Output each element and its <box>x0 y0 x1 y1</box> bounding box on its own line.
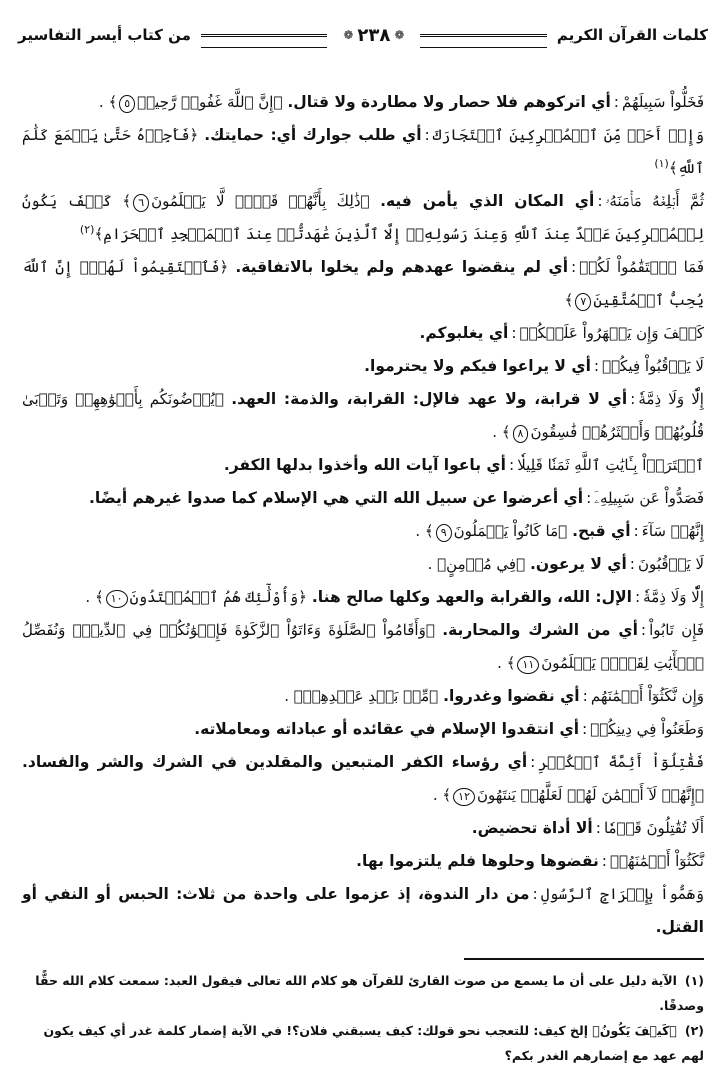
separator: : <box>634 588 641 606</box>
separator: : <box>511 324 517 342</box>
explanation: أي المكان الذي يأمن فيه. <box>380 192 595 210</box>
ornament-icon: ❁ <box>343 28 354 42</box>
glossary-entry <box>22 86 704 119</box>
explanation: أي اتركوهم فلا حصار ولا مطاردة ولا قتال. <box>287 93 611 111</box>
verse-close: ﴾ <box>668 159 678 177</box>
verse-quote: ﴿إِنَّهُمۡ لَآ أَيۡمَٰنَ لَهُمۡ لَعَلَّهُمۡ يَنتَهُونَ <box>477 786 704 804</box>
glossary-entry <box>22 350 704 383</box>
footnote-number: (١) <box>684 973 704 988</box>
separator: : <box>532 885 538 903</box>
quran-word: فَمَا ٱسۡتَقَٰمُواْ لَكُمۡ <box>579 258 705 276</box>
footnote-number: (٢) <box>684 1023 704 1038</box>
verse-quote: ﴿فَٱسۡتَقِيمُواْ لَهُمۡۚ إِنَّ ٱللَّهَ يُحِبُّ ٱلۡمُتَّقِينَ <box>22 258 704 309</box>
separator: : <box>601 852 608 870</box>
ayah-number: ١٠ <box>106 590 128 608</box>
explanation: من دار الندوة، إذ عزموا على واحدة من ثلاث: الحبس أو النفي أو القتل. <box>22 885 704 936</box>
glossary-entry <box>22 482 704 515</box>
separator: : <box>633 522 639 540</box>
explanation: أي لا يرعون. <box>530 555 627 573</box>
separator: : <box>586 489 592 507</box>
verse-close: ﴾ . <box>85 588 104 606</box>
glossary-entry <box>22 680 704 713</box>
separator: : <box>582 720 588 738</box>
page-number: ٢٣٨ <box>357 24 391 46</box>
separator: : <box>597 192 603 210</box>
footnote-ref: (٢) <box>79 222 95 236</box>
explanation: أي لم ينقضوا عهدهم ولم يخلوا بالاتفاقية. <box>235 258 569 276</box>
glossary-entry <box>22 185 704 251</box>
verse-close: ﴾ . <box>497 654 516 672</box>
quran-word: إِنَّهُمۡ سَآءَ <box>641 522 704 540</box>
ayah-number: ٦ <box>133 194 149 212</box>
header-rule-right <box>420 34 546 48</box>
ornament-icon: ❁ <box>394 28 405 42</box>
ayah-number: ٨ <box>513 425 529 443</box>
ayah-number: ٩ <box>436 524 452 542</box>
verse-quote: ﴿فِي مُؤۡمِنٍ﴾ . <box>427 555 526 573</box>
quran-word: إِلّٗا وَلَا ذِمَّةٗ <box>638 390 704 408</box>
footnote-ref: (١) <box>654 156 669 170</box>
explanation: الإل: الله، والقرابة والعهد وكلها صالح هنا. <box>311 588 632 606</box>
quran-word: ٱشۡتَرَوۡاْ بِـَٔايَٰتِ ٱللَّهِ ثَمَنٗا قَلِيلٗا <box>517 456 704 474</box>
separator: : <box>629 555 636 573</box>
glossary-entry <box>22 581 704 614</box>
quran-word: وَإِنۡ أَحَدٞ مِّنَ ٱلۡمُشۡرِكِينَ ٱسۡتَجَارَكَ <box>432 126 704 144</box>
footnote-text: الآية دليل على أن ما يسمع من صوت القارئ للقرآن هو كلام الله تعالى فيقول العبد: سمعت كلام الله حقًّا وصدقًا. <box>35 973 704 1013</box>
explanation: أي قبح. <box>572 522 631 540</box>
quran-word: ثُمَّ أَبۡلِغۡهُ مَأۡمَنَهُۥ <box>605 192 704 210</box>
verse-quote: ﴿يُرۡضُونَكُم بِأَفۡوَٰهِهِمۡ وَتَأۡبَىٰ قُلُوبُهُمۡ وَأَكۡثَرُهُمۡ فَٰسِقُونَ <box>22 390 704 441</box>
verse-quote: ﴿إِنَّ ٱللَّهَ غَفُورٞ رَّحِيمٞ <box>137 93 283 111</box>
quran-word: لَا يَرۡقُبُونَ <box>638 555 704 573</box>
explanation: أي طلب جوارك أي: حمايتك. <box>204 126 422 144</box>
verse-quote: ﴿ذَٰلِكَ بِأَنَّهُمۡ قَوۡمٞ لَّا يَعۡلَمُونَ <box>151 192 370 210</box>
quran-word: إِلّٗا وَلَا ذِمَّةٗ <box>643 588 704 606</box>
quran-word: نَّكَثُوٓاْ أَيۡمَٰنَهُمۡ <box>610 852 704 870</box>
explanation: أي باعوا آيات الله وأخذوا بدلها الكفر. <box>223 456 506 474</box>
glossary-entry <box>22 383 704 449</box>
separator: : <box>530 753 536 771</box>
verse-close: ﴾ . <box>98 93 118 111</box>
separator: : <box>613 93 619 111</box>
verse-close: ﴾ <box>564 291 574 309</box>
quran-word: فَصَدُّواْ عَن سَبِيلِهِۦٓ <box>594 489 704 507</box>
verse-close: ﴾ . <box>432 786 452 804</box>
verse-quote: ﴿وَأُوْلَٰٓئِكَ هُمُ ٱلۡمُعۡتَدُونَ <box>129 588 307 606</box>
quran-word: وَإِن نَّكَثُوٓاْ أَيۡمَٰنَهُم <box>590 687 704 705</box>
verse-close: ﴾ . <box>492 423 511 441</box>
glossary-entry <box>22 812 704 845</box>
footnote-text: ﴿كَيۡفَ يَكُونُ﴾ إلخ كيف: للتعجب نحو قولك: كيف يسبقني فلان؟! في الآية إضمار كلمة غدر أي كيف يكون لهم عهد مع إضمارهم الغدر بكم؟ <box>43 1023 704 1063</box>
verse-quote: ﴿مَا كَانُواْ يَعۡمَلُونَ <box>453 522 568 540</box>
glossary-entry <box>22 614 704 680</box>
quran-word: فَإِن تَابُواْ <box>649 621 704 639</box>
explanation: أي يغلبوكم. <box>419 324 509 342</box>
quran-word: أَلَا تُقَٰتِلُونَ قَوۡمٗا <box>603 819 704 837</box>
separator: : <box>630 390 636 408</box>
glossary-entry <box>22 449 704 482</box>
explanation: أي من الشرك والمحاربة. <box>442 621 638 639</box>
quran-word: وَطَعَنُواْ فِي دِينِكُمۡ <box>590 720 704 738</box>
glossary-entry <box>22 845 704 878</box>
separator: : <box>593 357 600 375</box>
footnote <box>22 968 704 1018</box>
glossary-entry <box>22 515 704 548</box>
separator: : <box>571 258 577 276</box>
explanation: أي أعرضوا عن سبيل الله التي هي الإسلام كما صدوا غيرهم أيضًا. <box>89 489 584 507</box>
ayah-number: ١٢ <box>453 788 475 806</box>
separator: : <box>640 621 647 639</box>
footnotes <box>22 968 704 1068</box>
quran-word: كَيۡفَ وَإِن يَظۡهَرُواْ عَلَيۡكُمۡ <box>519 324 704 342</box>
footnote-divider <box>464 958 704 960</box>
verse-quote: ﴿فَأَجِرۡهُ حَتَّىٰ يَسۡمَعَ كَلَٰمَ ٱللَّهِ <box>22 126 704 177</box>
explanation: أي نقضوا وغدروا. <box>443 687 580 705</box>
glossary-entry <box>22 713 704 746</box>
book-title: كلمات القرآن الكريم <box>556 26 708 44</box>
explanation: أي لا قرابة، ولا عهد فالإل: القرابة، والذمة: العهد. <box>231 390 628 408</box>
ayah-number: ١١ <box>517 656 539 674</box>
source-title: من كتاب أيسر التفاسير <box>18 26 191 44</box>
quran-word: لَا يَرۡقُبُواْ فِيكُمۡ <box>602 357 704 375</box>
glossary-body <box>22 86 704 944</box>
explanation: ألا أداة تحضيض. <box>471 819 593 837</box>
quran-word: وَهَمُّواْ بِإِخۡرَاجِ ٱلرَّسُولِ <box>540 885 704 903</box>
ayah-number: ٧ <box>575 293 591 311</box>
header-rule-left <box>201 34 327 48</box>
verse-close: ﴾ . <box>415 522 434 540</box>
ayah-number: ٥ <box>119 95 135 113</box>
verse-quote: كَيۡفَ يَكُونُ لِلۡمُشۡرِكِينَ عَهۡدٌ عِندَ ٱللَّهِ وَعِندَ رَسُولِهِۦٓ إِلَّا ٱلَّذِينَ عَٰهَدتُّمۡ عِندَ ٱلۡمَسۡجِدِ ٱلۡحَرَامِ﴾ <box>22 192 704 243</box>
explanation: نقضوها وحلوها فلم يلتزموا بها. <box>356 852 599 870</box>
explanation: أي انتقدوا الإسلام في عقائده أو عباداته ومعاملاته. <box>194 720 580 738</box>
verse-quote: ﴿مِّنۢ بَعۡدِ عَهۡدِهِمۡ﴾ . <box>284 687 439 705</box>
verse-close: ﴾ <box>122 192 132 210</box>
explanation: أي رؤساء الكفر المتبعين والمقلدين في الشرك والشر والفساد. <box>22 753 528 771</box>
page-number-group <box>337 25 410 46</box>
separator: : <box>582 687 588 705</box>
glossary-entry <box>22 119 704 185</box>
explanation: أي لا يراعوا فيكم ولا يحترموا. <box>364 357 591 375</box>
quran-word: فَخَلُّواْ سَبِيلَهُمْ <box>622 93 704 111</box>
glossary-entry <box>22 317 704 350</box>
glossary-entry <box>22 878 704 944</box>
page-header <box>18 20 708 50</box>
glossary-entry <box>22 746 704 812</box>
separator: : <box>508 456 515 474</box>
verse-quote: ﴿وَأَقَامُواْ ٱلصَّلَوٰةَ وَءَاتَوُاْ ٱلزَّكَوٰةَ فَإِخۡوَٰنُكُمۡ فِي ٱلدِّينِۗ وَنُفَصِّلُ ٱلۡأٓيَٰتِ لِقَوۡمٖ يَعۡلَمُونَ <box>22 621 704 672</box>
separator: : <box>424 126 430 144</box>
quran-word: فَقَٰتِلُوٓاْ أَئِمَّةَ ٱلۡكُفۡرِ <box>538 753 704 771</box>
footnote <box>22 1018 704 1068</box>
glossary-entry <box>22 251 704 317</box>
separator: : <box>595 819 601 837</box>
glossary-entry <box>22 548 704 581</box>
